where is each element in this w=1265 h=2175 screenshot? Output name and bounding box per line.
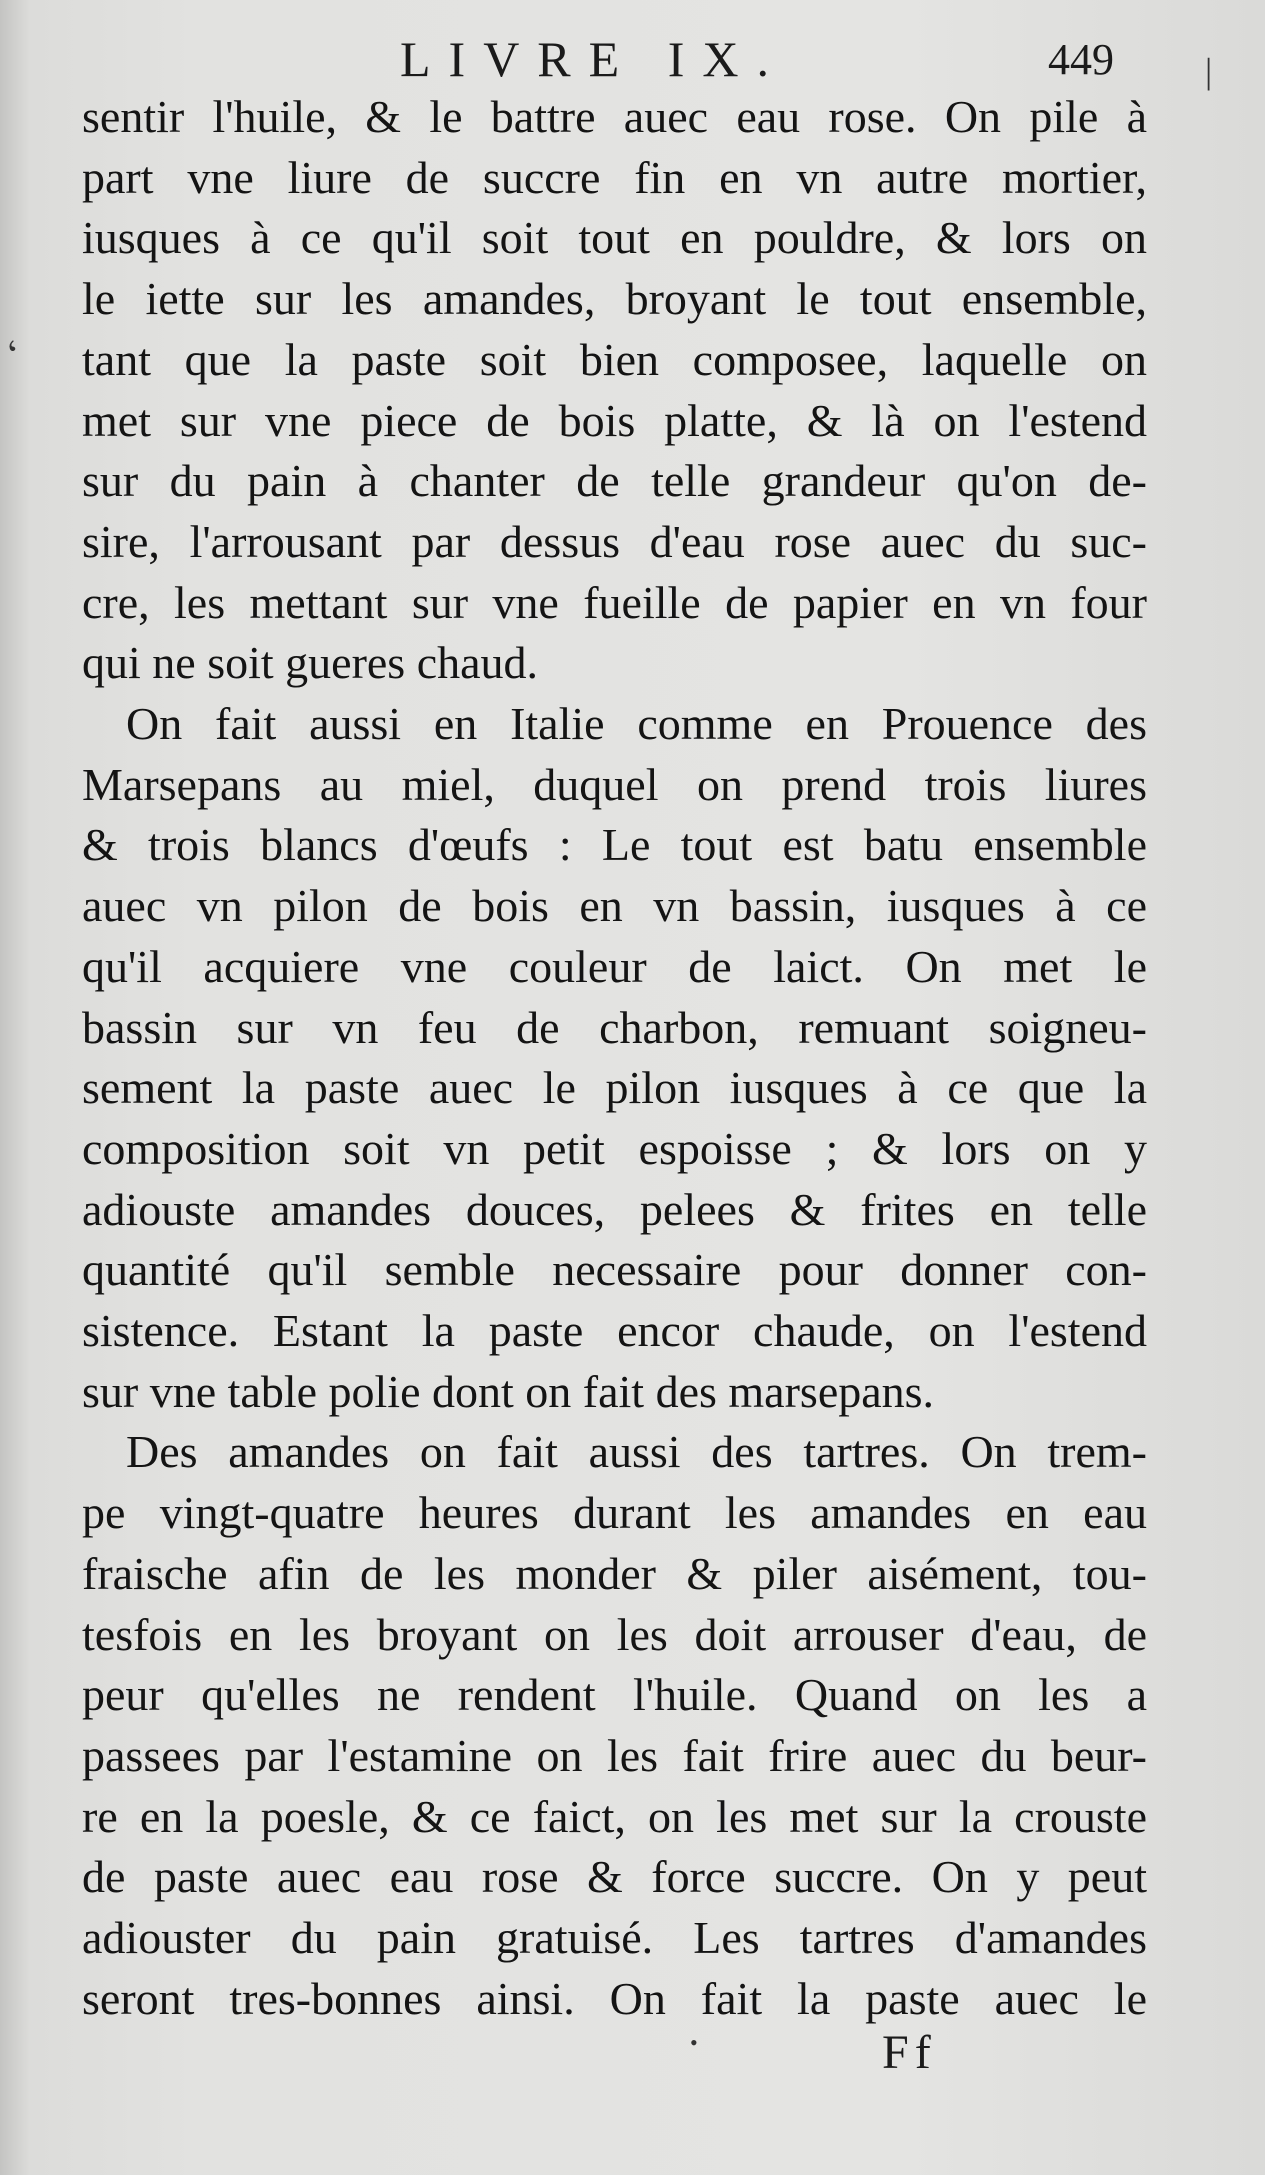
text-line: peur qu'elles ne rendent l'huile. Quand on les a	[82, 1669, 1147, 1721]
text-line: adiouster du pain gratuisé. Les tartres d'amandes	[82, 1912, 1147, 1964]
text-line: Des amandes on fait aussi des tartres. On trem-	[126, 1426, 1147, 1478]
text-line: sur du pain à chanter de telle grandeur qu'on de-	[82, 455, 1147, 507]
text-line: le iette sur les amandes, broyant le tout ensemble,	[82, 273, 1147, 325]
text-line: seront tres-bonnes ainsi. On fait la paste auec le	[82, 1972, 1147, 2024]
text-line: sentir l'huile, & le battre auec eau rose. On pile à	[82, 91, 1147, 142]
text-line: sistence. Estant la paste encor chaude, on l'estend	[82, 1305, 1147, 1357]
running-head: LIVRE IX.	[400, 31, 787, 87]
text-line: passees par l'estamine on les fait frire auec du beur-	[82, 1729, 1147, 1781]
text-line: tant que la paste soit bien composee, laquelle on	[82, 333, 1147, 385]
text-line: pe vingt-quatre heures durant les amandes en eau	[82, 1487, 1147, 1539]
text-line: qui ne soit gueres chaud.	[82, 637, 539, 689]
text-line: cre, les mettant sur vne fueille de papier en vn four	[82, 576, 1147, 628]
text-line: de paste auec eau rose & force succre. On y peut	[82, 1851, 1147, 1903]
text-line: Marsepans au miel, duquel on prend trois liures	[82, 758, 1147, 810]
text-line: re en la poesle, & ce faict, on les met sur la crouste	[82, 1790, 1147, 1842]
text-line: sur vne table polie dont on fait des marsepans.	[82, 1365, 935, 1417]
stray-mark: •	[690, 2030, 698, 2055]
text-line: bassin sur vn feu de charbon, remuant soigneu-	[82, 1001, 1147, 1053]
stray-mark: ‘	[0, 330, 29, 377]
body-text	[82, 87, 1147, 2030]
signature-mark: Ff	[882, 2026, 937, 2079]
text-line: adiouste amandes douces, pelees & frites en telle	[82, 1183, 1147, 1235]
text-line: & trois blancs d'œufs : Le tout est batu ensemble	[82, 819, 1147, 871]
text-line: iusques à ce qu'il soit tout en pouldre, & lors on	[82, 212, 1147, 264]
text-line: sement la paste auec le pilon iusques à ce que la	[82, 1062, 1147, 1114]
text-line: qu'il acquiere vne couleur de laict. On met le	[82, 940, 1147, 992]
text-line: quantité qu'il semble necessaire pour donner con-	[82, 1244, 1147, 1296]
text-line: fraische afin de les monder & piler aisément, tou-	[82, 1547, 1147, 1599]
text-line: auec vn pilon de bois en vn bassin, iusques à ce	[82, 880, 1147, 932]
stray-mark: |	[1205, 51, 1213, 91]
text-line: tesfois en les broyant on les doit arrouser d'eau, de	[82, 1608, 1147, 1660]
text-line: composition soit vn petit espoisse ; & lors on y	[82, 1122, 1147, 1174]
text-line: On fait aussi en Italie comme en Prouence des	[126, 698, 1147, 750]
text-line: met sur vne piece de bois platte, & là on l'estend	[82, 394, 1147, 446]
text-line: part vne liure de succre fin en vn autre mortier,	[82, 151, 1147, 203]
page-number: 449	[1048, 35, 1114, 84]
text-line: sire, l'arrousant par dessus d'eau rose auec du suc-	[82, 515, 1147, 567]
